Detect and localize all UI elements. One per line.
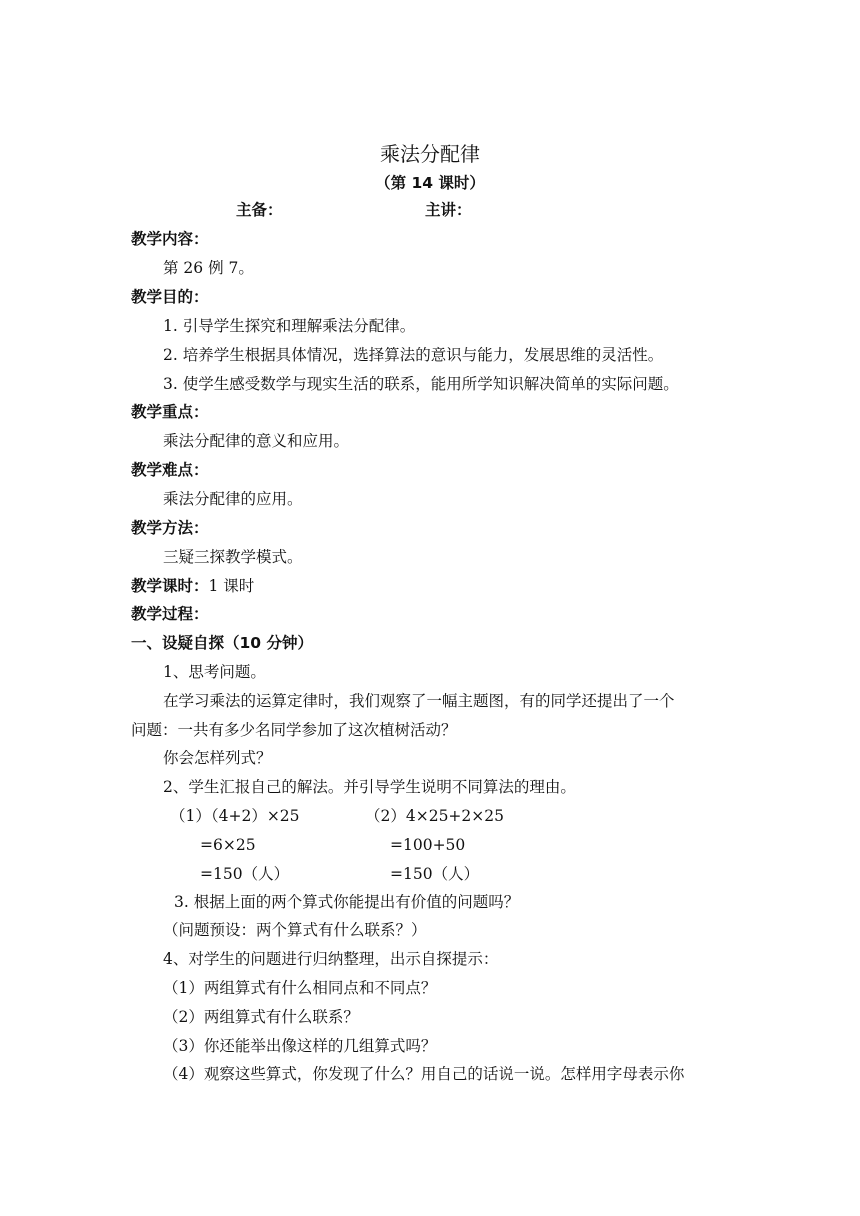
calc-left: （1）（4+2）×25 bbox=[170, 807, 300, 825]
body-line: （2）两组算式有什么联系？ bbox=[163, 1008, 359, 1026]
difficulty-label: 教学难点： bbox=[131, 461, 209, 479]
hours-label: 教学课时： bbox=[131, 577, 209, 595]
key-text: 乘法分配律的意义和应用。 bbox=[163, 432, 350, 450]
body-line: （1）两组算式有什么相同点和不同点？ bbox=[163, 979, 437, 997]
calc-right: （2）4×25+2×25 bbox=[365, 807, 504, 825]
calc-right: =100+50 bbox=[390, 836, 466, 854]
difficulty-text: 乘法分配律的应用。 bbox=[163, 490, 303, 508]
goal-item: 1. 引导学生探究和理解乘法分配律。 bbox=[163, 317, 416, 335]
body-line: 3. 根据上面的两个算式你能提出有价值的问题吗？ bbox=[174, 893, 520, 911]
key-label: 教学重点： bbox=[131, 403, 209, 421]
section1-title: 一、设疑自探（10 分钟） bbox=[131, 634, 313, 652]
page-subtitle: （第 14 课时） bbox=[375, 174, 485, 192]
zhubei-label: 主备： bbox=[236, 201, 283, 219]
body-line: 2、学生汇报自己的解法。并引导学生说明不同算法的理由。 bbox=[163, 778, 576, 796]
page-title: 乘法分配律 bbox=[380, 142, 480, 166]
body-line: 4、对学生的问题进行归纳整理，出示自探提示： bbox=[163, 950, 499, 968]
method-label: 教学方法： bbox=[131, 519, 209, 537]
goal-item: 2. 培养学生根据具体情况，选择算法的意识与能力，发展思维的灵活性。 bbox=[163, 346, 664, 364]
body-line: （3）你还能举出像这样的几组算式吗？ bbox=[163, 1037, 437, 1055]
body-line: （4）观察这些算式，你发现了什么？用自己的话说一说。怎样用字母表示你 bbox=[163, 1065, 685, 1083]
hours-row bbox=[131, 576, 254, 596]
body-line: 1、思考问题。 bbox=[163, 663, 266, 681]
method-text: 三疑三探教学模式。 bbox=[163, 548, 303, 566]
goal-label: 教学目的： bbox=[131, 288, 209, 306]
calc-right: =150（人） bbox=[390, 865, 480, 883]
body-line: 问题：一共有多少名同学参加了这次植树活动？ bbox=[131, 721, 457, 739]
body-line: 你会怎样列式？ bbox=[163, 749, 272, 767]
calc-left: =150（人） bbox=[200, 865, 290, 883]
goal-item: 3. 使学生感受数学与现实生活的联系，能用所学知识解决简单的实际问题。 bbox=[163, 375, 679, 393]
zhujiang-label: 主讲： bbox=[425, 201, 472, 219]
body-line: （问题预设：两个算式有什么联系？） bbox=[163, 921, 427, 939]
body-line: 在学习乘法的运算定律时，我们观察了一幅主题图，有的同学还提出了一个 bbox=[163, 692, 675, 710]
content-text: 第 26 例 7。 bbox=[163, 259, 254, 277]
content-label: 教学内容： bbox=[131, 230, 209, 248]
process-label: 教学过程： bbox=[131, 605, 209, 623]
hours-text: 1 课时 bbox=[208, 577, 255, 595]
calc-left: =6×25 bbox=[200, 836, 256, 854]
